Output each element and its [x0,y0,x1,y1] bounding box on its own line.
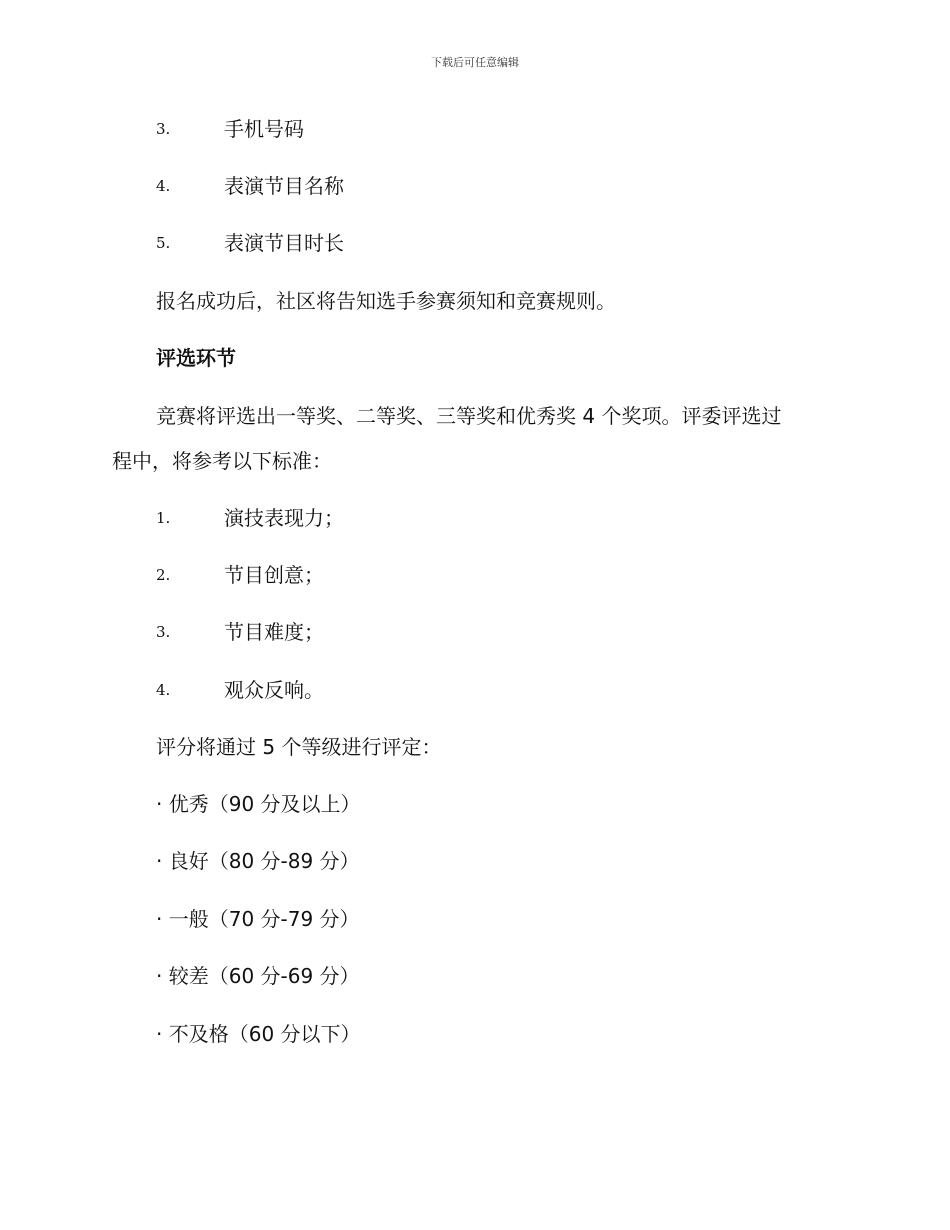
grades-intro: 评分将通过 5 个等级进行评定： [156,735,442,759]
list-item-number: 2. [156,566,171,584]
intro-paragraph-line-2: 程中，将参考以下标准： [112,449,332,473]
list-item-number: 3. [156,623,171,641]
list-item-text: 节目难度； [224,620,324,644]
list-item-text: 手机号码 [224,117,304,141]
list-item-text: 节目创意； [224,563,324,587]
grade-item: · 优秀（90 分及以上） [156,792,361,816]
intro-paragraph-line-1: 竞赛将评选出一等奖、二等奖、三等奖和优秀奖 4 个奖项。评委评选过 [156,404,782,428]
list-item-number: 5. [156,234,171,252]
grade-item: · 不及格（60 分以下） [156,1022,361,1046]
list-item-text: 表演节目名称 [224,174,344,198]
page-header: 下载后可任意编辑 [431,56,519,69]
list-item-number: 1. [156,509,171,527]
grade-item: · 良好（80 分-89 分） [156,849,360,873]
grade-item: · 一般（70 分-79 分） [156,907,360,931]
list-item-number: 4. [156,681,171,699]
list-item-text: 观众反响。 [224,678,324,702]
list-item-text: 表演节目时长 [224,231,344,255]
list-item-text: 演技表现力； [224,506,344,530]
registration-note: 报名成功后，社区将告知选手参赛须知和竞赛规则。 [156,289,616,313]
list-item-number: 3. [156,120,171,138]
section-heading: 评选环节 [156,346,236,370]
list-item-number: 4. [156,177,171,195]
grade-item: · 较差（60 分-69 分） [156,964,360,988]
